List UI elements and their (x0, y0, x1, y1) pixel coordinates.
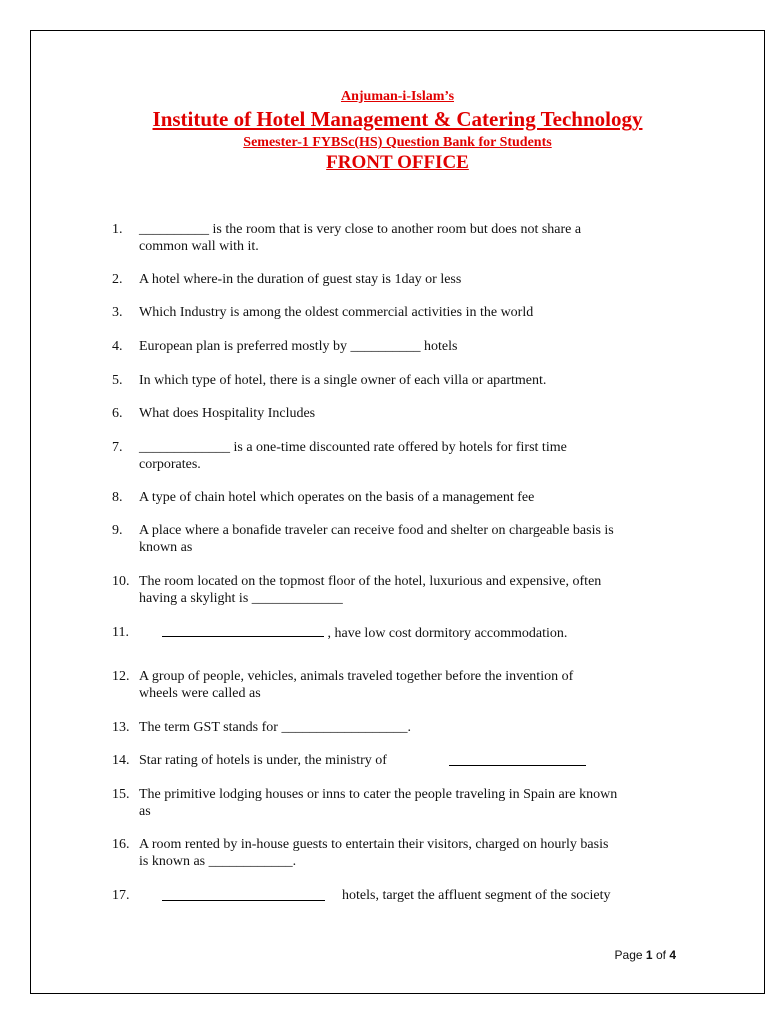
question-text-continued: common wall with it. (139, 239, 259, 254)
question-text: The primitive lodging houses or inns to cater the people traveling in Spain are known (139, 787, 618, 802)
question-number: 8. (112, 490, 123, 505)
question-text: A place where a bonafide traveler can receive food and shelter on chargeable basis is (139, 523, 614, 538)
question-text: , have low cost dormitory accommodation. (327, 626, 568, 641)
page-label: Page (614, 948, 643, 962)
question-number: 5. (112, 373, 123, 388)
question-number: 6. (112, 406, 123, 421)
question-number: 13. (112, 720, 130, 735)
question-text-continued: is known as ____________. (139, 854, 297, 869)
question-text: Which Industry is among the oldest commercial activities in the world (139, 305, 534, 320)
answer-blank (162, 888, 325, 901)
question-text: __________ is the room that is very close to another room but does not share a (139, 222, 582, 237)
question-text: The term GST stands for __________________. (139, 720, 411, 735)
document-page (30, 30, 765, 994)
answer-blank (449, 753, 586, 766)
question-number: 7. (112, 440, 123, 455)
question-text-continued: corporates. (139, 457, 201, 472)
total-pages: 4 (669, 948, 676, 962)
question-text: _____________ is a one-time discounted rate offered by hotels for first time (139, 440, 567, 455)
question-number: 12. (112, 669, 130, 684)
question-number: 17. (112, 888, 130, 903)
question-text-continued: known as (139, 540, 193, 555)
question-number: 15. (112, 787, 130, 802)
question-text-with-blank (162, 624, 567, 642)
answer-blank (162, 624, 324, 637)
question-number: 4. (112, 339, 123, 354)
question-text-continued: having a skylight is _____________ (139, 591, 343, 606)
question-number: 14. (112, 753, 130, 768)
question-text: What does Hospitality Includes (139, 406, 316, 421)
question-text: A group of people, vehicles, animals traveled together before the invention of (139, 669, 574, 684)
question-text: A type of chain hotel which operates on the basis of a management fee (139, 490, 535, 505)
question-text: Star rating of hotels is under, the ministry of (139, 753, 387, 768)
question-text: European plan is preferred mostly by __________ hotels (139, 339, 458, 354)
question-text: In which type of hotel, there is a single owner of each villa or apartment. (139, 373, 547, 388)
question-number: 16. (112, 837, 130, 852)
question-number: 11. (112, 625, 129, 640)
question-text: A hotel where-in the duration of guest stay is 1day or less (139, 272, 462, 287)
question-number: 10. (112, 574, 130, 589)
question-text: hotels, target the affluent segment of the society (342, 888, 611, 903)
question-text-continued: wheels were called as (139, 686, 261, 701)
question-text: The room located on the topmost floor of the hotel, luxurious and expensive, often (139, 574, 602, 589)
organization-name: Anjuman-i-Islam’s (340, 89, 455, 104)
question-text: A room rented by in-house guests to entertain their visitors, charged on hourly basis (139, 837, 609, 852)
institute-title: Institute of Hotel Management & Catering Technology (152, 107, 643, 131)
question-number: 3. (112, 305, 123, 320)
question-number: 2. (112, 272, 123, 287)
semester-subtitle: Semester-1 FYBSc(HS) Question Bank for Students (243, 135, 552, 150)
of-label: of (655, 948, 666, 962)
question-number: 1. (112, 222, 123, 237)
subject-title: FRONT OFFICE (326, 152, 469, 173)
question-text-continued: as (139, 804, 151, 819)
question-number: 9. (112, 523, 123, 538)
current-page: 1 (645, 948, 653, 962)
page-number (615, 948, 676, 962)
